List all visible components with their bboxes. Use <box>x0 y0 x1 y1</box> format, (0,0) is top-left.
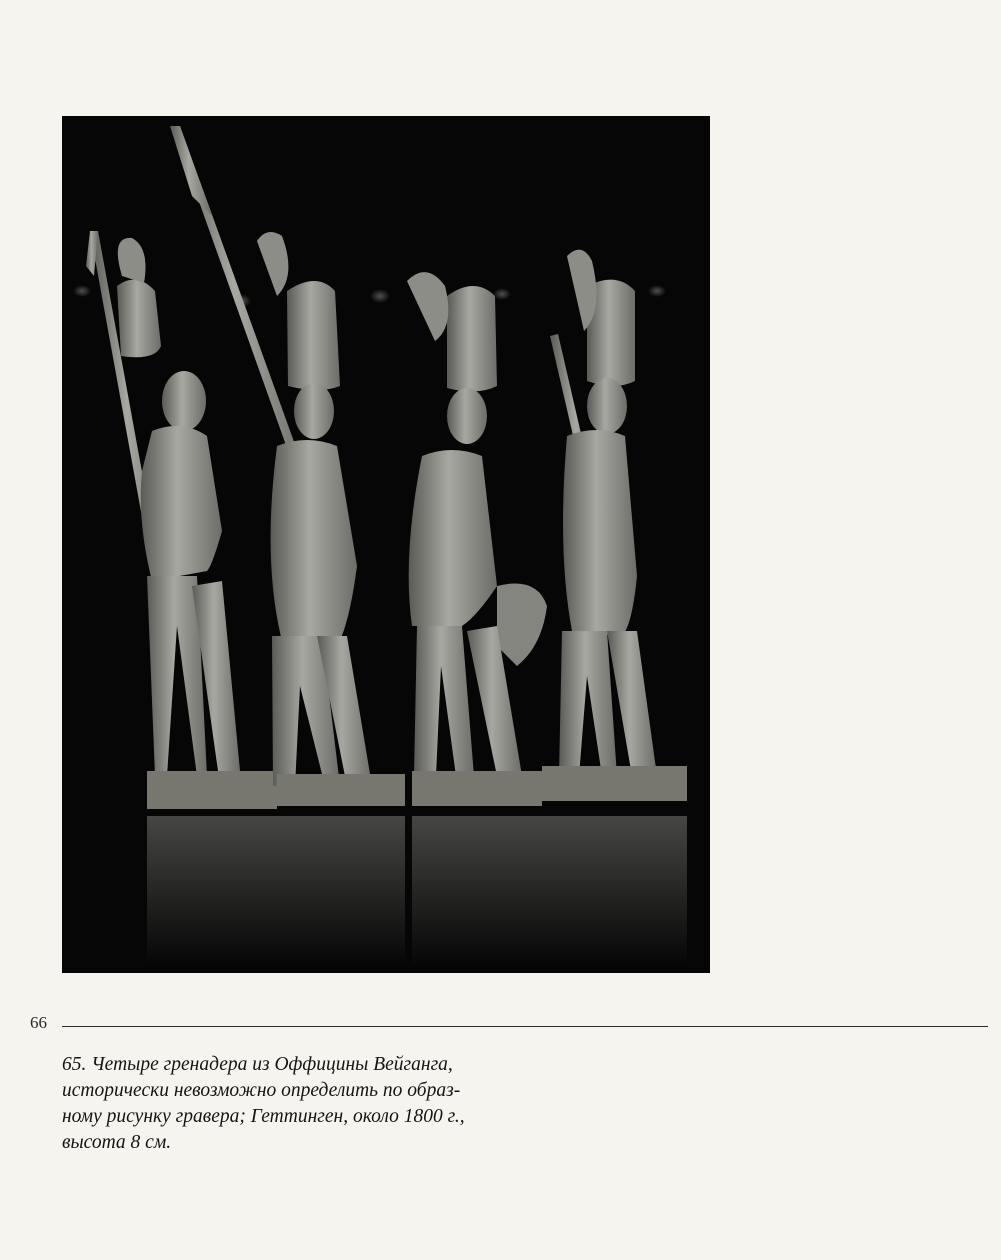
page-number: 66 <box>30 1013 47 1032</box>
figure-caption <box>62 1052 532 1156</box>
grenadier-figure-4 <box>542 250 687 801</box>
grenadiers-photo <box>62 116 710 973</box>
header-rule <box>62 1026 988 1027</box>
caption-line: высота 8 см. <box>62 1132 172 1153</box>
grenadier-figure-3 <box>407 272 547 806</box>
caption-line: исторически невозможно определить по образ- <box>62 1080 461 1101</box>
caption-line: 65. Четыре гренадера из Оффицины Вейганга, <box>62 1054 453 1075</box>
figures-reflection <box>147 816 687 966</box>
caption-line: ному рисунку гравера; Геттинген, около 1800 г., <box>62 1106 465 1127</box>
